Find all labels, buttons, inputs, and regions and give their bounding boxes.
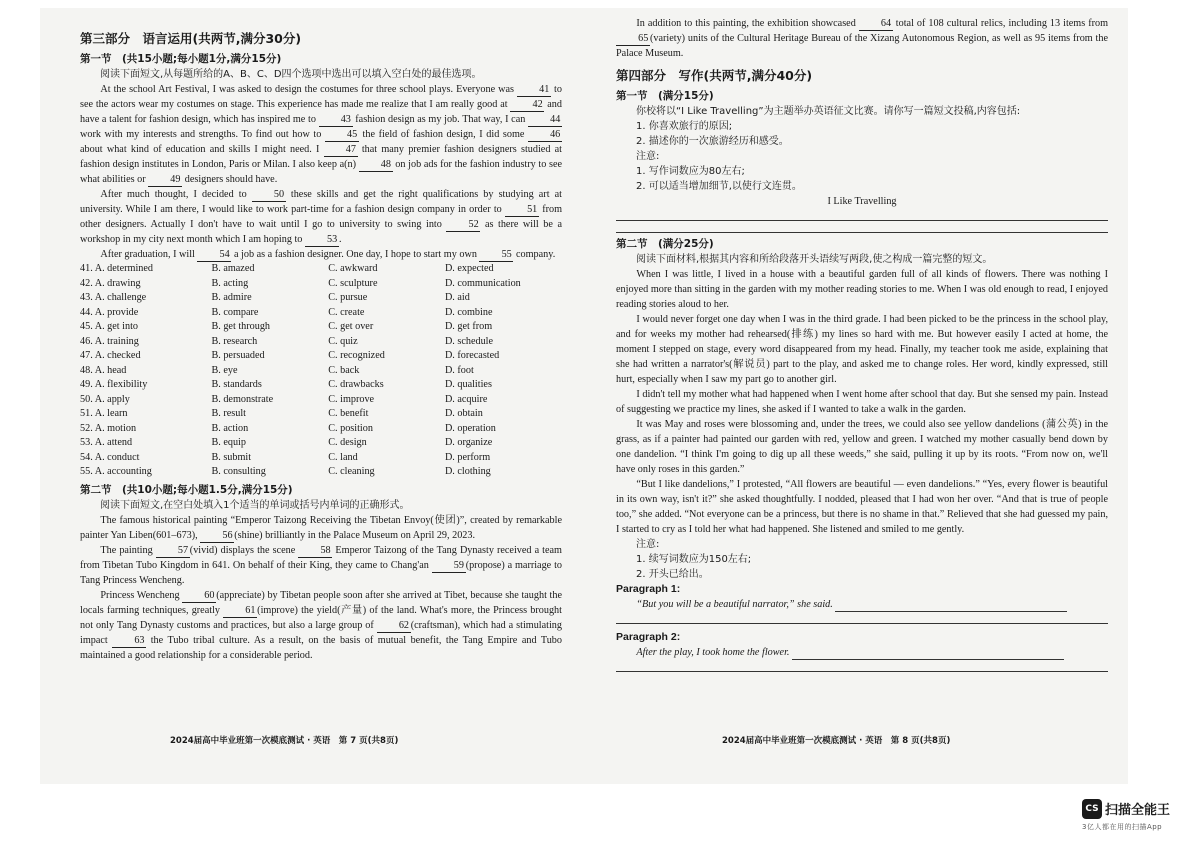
option-choice[interactable]: C. cleaning xyxy=(328,466,375,477)
answer-line[interactable] xyxy=(616,221,1108,233)
option-row xyxy=(80,364,562,379)
option-choice[interactable]: D. acquire xyxy=(444,393,488,405)
option-choice[interactable]: B. eye xyxy=(211,364,238,376)
right-page xyxy=(616,16,1108,672)
option-choice[interactable]: 51. A. learn xyxy=(80,408,128,419)
option-choice[interactable]: D. combine xyxy=(444,306,493,318)
option-choice[interactable]: 41. A. determined xyxy=(80,263,153,274)
option-choice[interactable]: B. action xyxy=(211,422,249,434)
option-choice[interactable]: C. recognized xyxy=(328,350,385,361)
story-paragraph: It was May and roses were blossoming and, under the trees, we could also see yellow dandelions (蒲公英) in the grass, as if a painter had painted our garden with red, yellow and green. I watched my mother casually bend down by one dandelion. “I think I'm going to dig up all these weeds,” she said, pulling it up by its roots. “From now on, we'll have only roses in this garden.” xyxy=(616,419,1108,475)
blank-41[interactable]: 41 xyxy=(517,84,551,97)
option-choice[interactable]: D. clothing xyxy=(444,466,491,477)
option-choice[interactable]: B. standards xyxy=(211,379,262,390)
option-row xyxy=(80,320,562,335)
story-paragraph: I would never forget one day when I was in the third grade. I had been picked to be the princess in the school play, and for weeks my mother had rehearsed(排练) my lines so hard with me. But however easily I acted at home, the moment I stepped on stage, every word disappeared from my head. Finally, my teacher took me aside, explaining that she had written a narrator's(解说员) part to the play, and asked me to change roles. Her word, kindly expressed, still hurt, especially when I saw my part go to another girl. xyxy=(616,314,1108,385)
option-choice[interactable]: B. submit xyxy=(211,451,252,463)
story-paragraph: When I was little, I lived in a house with a beautiful garden full of all kinds of flowers. There was nothing I enjoyed more than sitting in the garden with my mother reading stories to me. When I was old enough to read, I enjoyed reading stories aloud to her. xyxy=(616,269,1108,310)
watermark-subtitle: 3亿人都在用的扫描App xyxy=(1082,822,1163,831)
option-choice[interactable]: 45. A. get into xyxy=(80,321,139,332)
continuation-note-line: 注意: xyxy=(636,539,660,550)
option-choice[interactable]: C. get over xyxy=(328,321,374,332)
blank-53[interactable]: 53 xyxy=(305,234,339,247)
option-choice[interactable]: B. compare xyxy=(211,306,259,318)
left-page-footer: 2024届高中毕业班第一次模底测试 · 英语 第 7 页(共8页) xyxy=(170,736,399,746)
option-choice[interactable]: D. obtain xyxy=(444,408,483,419)
option-choice[interactable]: B. acting xyxy=(211,277,249,289)
option-row xyxy=(80,407,562,422)
writing-task-instructions xyxy=(616,104,1108,194)
left-page xyxy=(80,16,562,663)
option-choice[interactable]: D. expected xyxy=(444,263,494,274)
option-choice[interactable]: C. improve xyxy=(328,393,375,405)
blank-42[interactable]: 42 xyxy=(510,99,544,112)
blank-47[interactable]: 47 xyxy=(324,144,358,157)
writing-section-one-title: 第一节 (满分15分) xyxy=(616,90,714,102)
section-two-title: 第二节 (共10小题;每小题1.5分,满分15分) xyxy=(80,483,293,496)
option-choice[interactable]: D. schedule xyxy=(444,335,494,347)
option-choice[interactable]: 44. A. provide xyxy=(80,306,139,318)
option-row xyxy=(80,306,562,321)
writing-instruction-line: 2. 描述你的一次旅游经历和感受。 xyxy=(636,136,789,147)
writing-instruction-line: 1. 写作词数应为80左右; xyxy=(636,166,745,177)
blank-58[interactable]: 58 xyxy=(298,545,332,558)
blank-48[interactable]: 48 xyxy=(359,159,393,172)
option-choice[interactable]: C. back xyxy=(328,364,360,376)
option-row xyxy=(80,465,562,480)
paragraph-2-block xyxy=(616,630,1108,645)
answer-line[interactable] xyxy=(835,600,1067,612)
section-one-instructions: 阅读下面短文,从每题所给的A、B、C、D四个选项中选出可以填入空白处的最佳选项。 xyxy=(100,69,482,80)
option-choice[interactable]: B. consulting xyxy=(211,466,266,477)
grammar-paragraph-1: The famous historical painting “Emperor Taizong Receiving the Tibetan Envoy(使团)”, created by remarkable painter Yan Liben(601–673), 56 (shine) brilliantly in the Palace Museum on April 29, 2023. xyxy=(80,514,562,541)
option-choice[interactable]: C. design xyxy=(328,437,367,448)
option-row xyxy=(80,277,562,292)
blank-44[interactable]: 44 xyxy=(528,114,562,127)
paragraph-1-start: “But you will be a beautiful narrator,” she said. xyxy=(636,599,833,610)
option-choice[interactable]: C. quiz xyxy=(328,335,358,347)
option-choice[interactable]: 43. A. challenge xyxy=(80,292,147,303)
blank-52[interactable]: 52 xyxy=(446,219,480,232)
option-choice[interactable]: D. forecasted xyxy=(444,350,500,361)
writing-section-two-title: 第二节 (满分25分) xyxy=(616,238,714,250)
answer-line[interactable] xyxy=(792,648,1064,660)
continuation-notes xyxy=(616,537,1108,582)
option-choice[interactable]: 49. A. flexibility xyxy=(80,379,148,390)
option-choice[interactable]: C. position xyxy=(328,422,373,434)
blank-45[interactable]: 45 xyxy=(325,129,359,142)
paragraph-1-label: Paragraph 1: xyxy=(616,583,681,595)
story-paragraph: I didn't tell my mother what had happened when I went home after school that day. But she sensed my pain. Instead of suggesting we practice my lines, she asked if I wanted to take a walk in the garden. xyxy=(616,389,1108,415)
option-row xyxy=(80,335,562,350)
option-choice[interactable]: 46. A. training xyxy=(80,335,139,347)
option-row xyxy=(80,349,562,364)
blank-65[interactable]: 65 xyxy=(616,33,650,46)
paragraph-2-start: After the play, I took home the flower. xyxy=(636,647,790,658)
paragraph-1-start-row xyxy=(616,597,1108,612)
option-choice[interactable]: D. perform xyxy=(444,451,491,463)
blank-63[interactable]: 63 xyxy=(112,635,146,648)
option-choice[interactable]: 42. A. drawing xyxy=(80,277,141,289)
option-choice[interactable]: B. persuaded xyxy=(211,350,265,361)
blank-59[interactable]: 59 xyxy=(432,560,466,573)
blank-61[interactable]: 61 xyxy=(223,605,257,618)
blank-46[interactable]: 46 xyxy=(528,129,562,142)
writing-section-two-instructions: 阅读下面材料,根据其内容和所给段落开头语续写两段,使之构成一篇完整的短文。 xyxy=(636,254,993,265)
blank-54[interactable]: 54 xyxy=(197,249,231,262)
option-choice[interactable]: B. amazed xyxy=(211,263,255,274)
continuation-note-line: 2. 开头已给出。 xyxy=(636,569,709,580)
option-choice[interactable]: D. qualities xyxy=(444,379,492,390)
options-table xyxy=(80,262,562,480)
option-choice[interactable]: 47. A. checked xyxy=(80,350,141,361)
option-choice[interactable]: D. get from xyxy=(444,321,493,332)
story-text xyxy=(616,267,1108,537)
option-row xyxy=(80,436,562,451)
option-row xyxy=(80,291,562,306)
blank-51[interactable]: 51 xyxy=(505,204,539,217)
option-choice[interactable]: 54. A. conduct xyxy=(80,451,140,463)
option-choice[interactable]: C. sculpture xyxy=(328,277,378,289)
grammar-paragraph-2: The painting 57 (vivid) displays the scene 58 Emperor Taizong of the Tang Dynasty received a team from Tibetan Tubo Kingdom in 641. On behalf of their King, they came to Chang'an 59 (propose) a marriage to Tang Princess Wencheng. xyxy=(80,544,562,586)
section-one-title: 第一节 (共15小题;每小题1分,满分15分) xyxy=(80,53,282,65)
option-row xyxy=(80,262,562,277)
blank-43[interactable]: 43 xyxy=(319,114,353,127)
option-row xyxy=(80,393,562,408)
option-choice[interactable]: 52. A. motion xyxy=(80,422,137,434)
option-choice[interactable]: B. equip xyxy=(211,437,246,448)
writing-instruction-line: 注意: xyxy=(636,151,660,162)
writing-instruction-line: 你校将以“I Like Travelling”为主题举办英语征文比赛。请你写一篇短文投稿,内容包括: xyxy=(636,106,1021,117)
option-row xyxy=(80,422,562,437)
option-choice[interactable]: D. aid xyxy=(444,292,470,303)
option-choice[interactable]: D. foot xyxy=(444,364,474,376)
right-page-footer: 2024届高中毕业班第一次模底测试 · 英语 第 8 页(共8页) xyxy=(722,736,951,746)
option-choice[interactable]: B. research xyxy=(211,335,258,347)
option-choice[interactable]: C. drawbacks xyxy=(328,379,384,390)
blank-64[interactable]: 64 xyxy=(859,18,893,31)
blank-57[interactable]: 57 xyxy=(156,545,190,558)
paragraph-2-label: Paragraph 2: xyxy=(616,631,681,643)
option-choice[interactable]: D. operation xyxy=(444,422,496,434)
answer-line[interactable] xyxy=(616,660,1108,672)
writing-instruction-line: 1. 你喜欢旅行的原因; xyxy=(636,121,733,132)
grammar-paragraph-4: In addition to this painting, the exhibition showcased 64 total of 108 cultural relics, including 13 items from 65 (variety) units of the Cultural Heritage Bureau of the Xizang Autonomous Region, as well as 95 items from the Palace Museum. xyxy=(616,18,1109,59)
option-choice[interactable]: B. get through xyxy=(211,321,271,332)
story-paragraph: “But I like dandelions,” I protested, “All flowers are beautiful — even dandelions.” “Yes, every flower is beautiful in its own way, isn't it?” she asked thoughtfully. I nodded, pleased that I had won her over. “And that is true of people too,” she added. “Not everyone can be a princess, but there is no shame in that.” Relieved that she had guessed my pain, I started to cry as I told her what had happened. She listened and smiled to me gently. xyxy=(616,479,1108,535)
blank-60[interactable]: 60 xyxy=(182,590,216,603)
option-row xyxy=(80,378,562,393)
essay-title: I Like Travelling xyxy=(827,196,897,207)
part-three-title: 第三部分 语言运用(共两节,满分30分) xyxy=(80,31,302,46)
paragraph-1-block xyxy=(616,582,1108,597)
scanner-watermark xyxy=(1082,798,1170,832)
option-choice[interactable]: B. demonstrate xyxy=(211,393,274,405)
answer-line[interactable] xyxy=(616,612,1108,624)
option-choice[interactable]: 53. A. attend xyxy=(80,437,133,448)
section-two-instructions: 阅读下面短文,在空白处填入1个适当的单词或括号内单词的正确形式。 xyxy=(100,499,410,511)
blank-55[interactable]: 55 xyxy=(479,249,513,262)
option-choice[interactable]: D. organize xyxy=(444,437,493,448)
option-choice[interactable]: C. land xyxy=(328,451,358,463)
writing-instruction-line: 2. 可以适当增加细节,以使行文连贯。 xyxy=(636,181,802,192)
blank-49[interactable]: 49 xyxy=(148,174,182,187)
grammar-paragraph-3: Princess Wencheng 60 (appreciate) by Tibetan people soon after she arrived at Tibet, because she taught the locals farming techniques, greatly 61 (improve) the yield(产量) of the land. What's more, the Princess brought not only Tang Dynasty customs and practices, but also a large group of 62 (craftsman), which had a stimulating impact 63 the Tubo tribal culture. As a result, on the basis of mutual benefit, the Tang Empire and Tubo maintained a good relationship for a considerable period. xyxy=(80,589,562,661)
option-choice[interactable]: B. result xyxy=(211,408,246,419)
blank-56[interactable]: 56 xyxy=(200,530,234,543)
blank-50[interactable]: 50 xyxy=(252,189,286,202)
passage-paragraph-3: After graduation, I will 54 a job as a fashion designer. One day, I hope to start my own 55 company. xyxy=(100,249,556,260)
option-choice[interactable]: C. pursue xyxy=(328,292,368,303)
passage-paragraph-1: At the school Art Festival, I was asked to design the costumes for three school plays. Everyone was 41 to see the actors wear my costumes on stage. This experience has made me realize that I am really good at 42 and have a talent for fashion design, which has inspired me to 43 fashion design as my job. That way, I can 44 work with my interests and strengths. To find out how to 45 the field of fashion design, I did some 46 about what kind of education and skills I might need. I 47 that many premier fashion designers studied at fashion design institutes in London, Paris or Milan. I also keep a(n) 48 on job ads for the fashion industry to see what abilities or 49 designers should have. xyxy=(80,84,562,185)
blank-62[interactable]: 62 xyxy=(377,620,411,633)
option-choice[interactable]: B. admire xyxy=(211,292,252,303)
option-choice[interactable]: C. create xyxy=(328,306,365,318)
part-four-title: 第四部分 写作(共两节,满分40分) xyxy=(616,68,813,83)
option-choice[interactable]: 55. A. accounting xyxy=(80,466,152,477)
camscanner-logo-icon: CS xyxy=(1082,799,1102,819)
watermark-name: 扫描全能王 xyxy=(1105,803,1171,818)
passage-paragraph-2: After much thought, I decided to 50 these skills and get the right qualifications by studying art at university. While I am there, I would like to work part-time for a fashion design company in order to 51 from other designers. Actually I don't have to wait until I go to university to swing into 52 as there will be a workshop in my city next month which I am hoping to 53 . xyxy=(80,189,563,245)
option-choice[interactable]: D. communication xyxy=(444,277,521,289)
option-choice[interactable]: 48. A. head xyxy=(80,364,127,376)
option-choice[interactable]: C. awkward xyxy=(328,263,378,274)
option-choice[interactable]: C. benefit xyxy=(328,408,369,419)
option-choice[interactable]: 50. A. apply xyxy=(80,393,130,405)
option-row xyxy=(80,451,562,466)
continuation-note-line: 1. 续写词数应为150左右; xyxy=(636,554,752,565)
answer-line[interactable] xyxy=(616,209,1108,221)
paragraph-2-start-row xyxy=(616,645,1108,660)
